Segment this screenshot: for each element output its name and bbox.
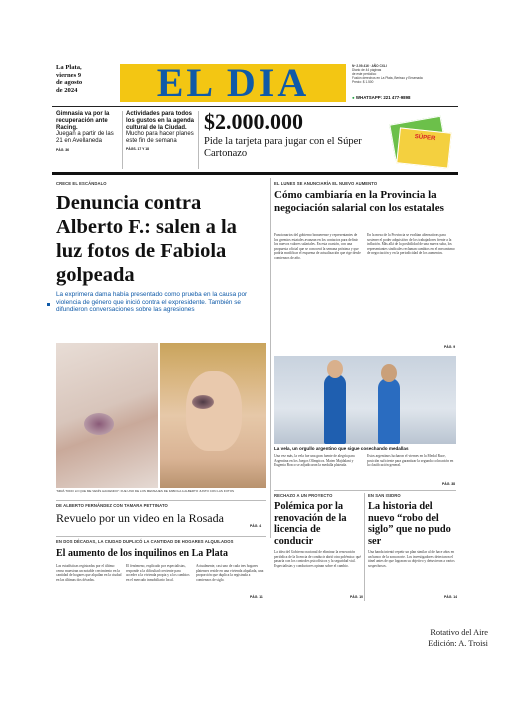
cartonazo-amount: $2.000.000 [204,109,303,134]
masthead-title: EL DIA [156,60,310,105]
athlete-right-head [381,364,397,382]
main-kicker: CRECE EL ESCÁNDALO [56,181,107,186]
side-text-col-1: Funcionarios del gobierno bonaerense y representantes de los gremios estatales avanzan en los contactos para definir los nuevos valores salariales. En esta ocasión, con una propuesta oficial que se conocerá la semana próxima y que podría modificar el esquema de actualización que rige desde comienzos de año. [274,233,361,260]
header-rule [52,106,458,107]
inquilinos-kicker: EN DOS DÉCADAS, LA CIUDAD DUPLICÓ LA CANTIDAD DE HOGARES ALQUILADOS [56,539,234,544]
main-photo-caption: “MIRÁ TODO LO QUE ME VENÍS HACIENDO”: FUE UNO DE LOS MENSAJES DE FABIOLA A ALBERTO JUNTO CON LAS FOTOS [56,489,235,493]
sports-text-col-2: Estos argentinos lucharon el viernes en la Medal Race, posición suficiente para garantizar la segunda colocación en la clasificación general. [367,454,454,468]
edition-info [352,64,452,84]
cartonazo-card-front [396,127,451,168]
whatsapp-line [352,95,410,100]
main-photo-left [56,343,158,488]
licencia-kicker: RECHAZO A UN PROYECTO [274,493,333,498]
inquilinos-top-rule [56,536,266,537]
promo-cultura-ref: PÁGS. 17 Y 18 [126,146,150,151]
robo-ref: PÁG. 14 [444,595,458,599]
sports-text-col-1: Una vez más, la vela fue una gran fuente de alegría para Argentina en los Juegos Olímpicos. Mateo Majdalani y Eugenia Bosco se adjudicaron la medalla plateada. [274,454,355,468]
credits-line-2: Edición: A. Troisi [428,639,488,648]
robo-headline: La historia del nuevo “robo del siglo” que no pudo ser [368,501,451,547]
newspaper-front-page [52,58,458,660]
licencia-ref: PÁG. 10 [350,595,364,599]
whatsapp-number: WHATSAPP: 221 477-9898 [355,95,411,100]
right-lower-divider [364,493,365,601]
side-kicker: EL LUNES SE ANUNCIARÍA EL NUEVO AUMENTO [274,181,378,186]
sports-photo [274,356,456,444]
side-headline: Cómo cambiaría en la Provincia la negociación salarial con los estatales [274,189,444,214]
city-date [56,64,116,94]
robo-text: Una banda intentó repetir un plan similar al de hace años en un banco de la zona norte. Los investigadores detectaron el túnel antes de que lograran su objetivo y detuvieron a varios sospechosos. [368,550,455,568]
inquilinos-text-col-1: Las estadísticas registradas por el último censo muestran un notable crecimiento en la cantidad de hogares que alquilan en la ciudad en las últimas dos décadas. [56,564,122,582]
rosada-headline: Revuelo por un video en la Rosada [56,511,224,525]
cartonazo-tagline: Pide la tarjeta para jugar con el Súper Cartonazo [204,136,362,159]
main-deck: La exprimera dama había presentado como prueba en la causa por violencia de género que inició contra el expresidente. También se difundieron conversaciones sobre las agresiones [56,291,248,314]
face-shape [186,371,242,451]
rosada-top-rule [56,500,266,501]
bruise-mark [84,413,114,435]
credits-line-1: Rotativo del Aire [430,628,488,637]
robo-kicker: EN SAN ISIDRO [368,493,401,498]
city-date-line-1: La Plata, [56,64,82,71]
city-date-line-3: de agosto [56,79,83,87]
promo-gimnasia-title: Gimnasia va por la recuperación ante Racing. [56,111,110,131]
promo-cultura-body: Mucho para hacer planes este fin de semana [126,131,194,145]
side-ref: PÁG. 9 [444,345,456,349]
credits [348,627,488,649]
main-photo-right [160,343,266,488]
sports-caption: La vela, un orgullo argentino que sigue cosechando medallas [274,446,409,451]
promo-gimnasia [56,111,118,152]
rosada-kicker: DE ALBERTO FERNÁNDEZ CON TAMARA PETTINATO [56,503,168,508]
sports-ref: PÁG. 38 [442,482,456,486]
cartonazo-cards [388,116,452,166]
city-date-line-4: de 2024 [56,86,78,94]
promo-divider-1 [122,111,123,169]
edition-info-line-1: Nº 2.09.416 · AÑO CXLI [352,64,387,68]
main-deck-marker [47,303,50,306]
right-lower-top-rule [274,490,456,491]
side-text-col-2: En la mesa de la Provincia se evalúan alternativas para sostener el poder adquisitivo de los trabajadores frente a la inflación. Más allá de la posibilidad de una nueva suba, los representantes sindicales reclaman cambios en el mecanismo de negociación y en la periodicidad de los aumentos. [367,233,455,256]
promo-cultura-title: Actividades para todos los gustos en la agenda cultural de la Ciudad. [126,111,195,131]
inquilinos-text-col-2: El fenómeno, explicado por especialistas, responde a la dificultad creciente para acceder a la vivienda propia y a los cambios en el mercado inmobiliario local. [126,564,190,582]
athlete-left [324,374,346,444]
whatsapp-icon: ● [352,95,355,100]
inquilinos-headline: El aumento de los inquilinos en La Plata [56,548,228,559]
inquilinos-ref: PÁG. 11 [250,595,263,599]
licencia-text: La idea del Gobierno nacional de eliminar la renovación periódica de la licencia de conducir abrió otra polémica: qué pasaría con los controles psicofísicos y la seguridad vial. Especialistas y conductores opinan sobre el cambio. [274,550,361,568]
licencia-headline: Polémica por la renovación de la licencia de conducir [274,501,347,547]
athlete-right [378,378,400,444]
promo-bottom-rule [52,172,458,175]
edition-info-line-3: de este periódico [352,72,377,76]
main-headline: Denuncia contra Alberto F.: salen a la luz fotos de Fabiola golpeada [56,192,237,286]
eye-bruise [192,395,214,409]
edition-info-line-5: Precio: $ 1.500 [352,80,374,84]
promo-divider-2 [198,111,199,169]
promo-gimnasia-body: Juegan a partir de las 21 en Avellaneda [56,131,114,145]
inquilinos-text-col-3: Actualmente, casi uno de cada tres hogares platenses reside en una vivienda alquilada, una proporción que duplica la registrada a comienzos de siglo. [196,564,264,582]
promo-cultura [126,111,194,151]
promo-gimnasia-ref: PÁG. 36 [56,147,70,152]
city-date-line-2: viernes 9 [56,71,82,79]
athlete-left-head [327,360,343,378]
right-column-divider [270,178,271,538]
edition-info-line-2: Diario de 44 páginas [352,68,382,72]
rosada-ref: PÁG. 4 [250,524,262,528]
edition-info-line-4: Fusión derechos en La Plata, Berisso y Ensenada [352,76,423,80]
cartonazo-card-label: SÚPER [414,133,436,143]
